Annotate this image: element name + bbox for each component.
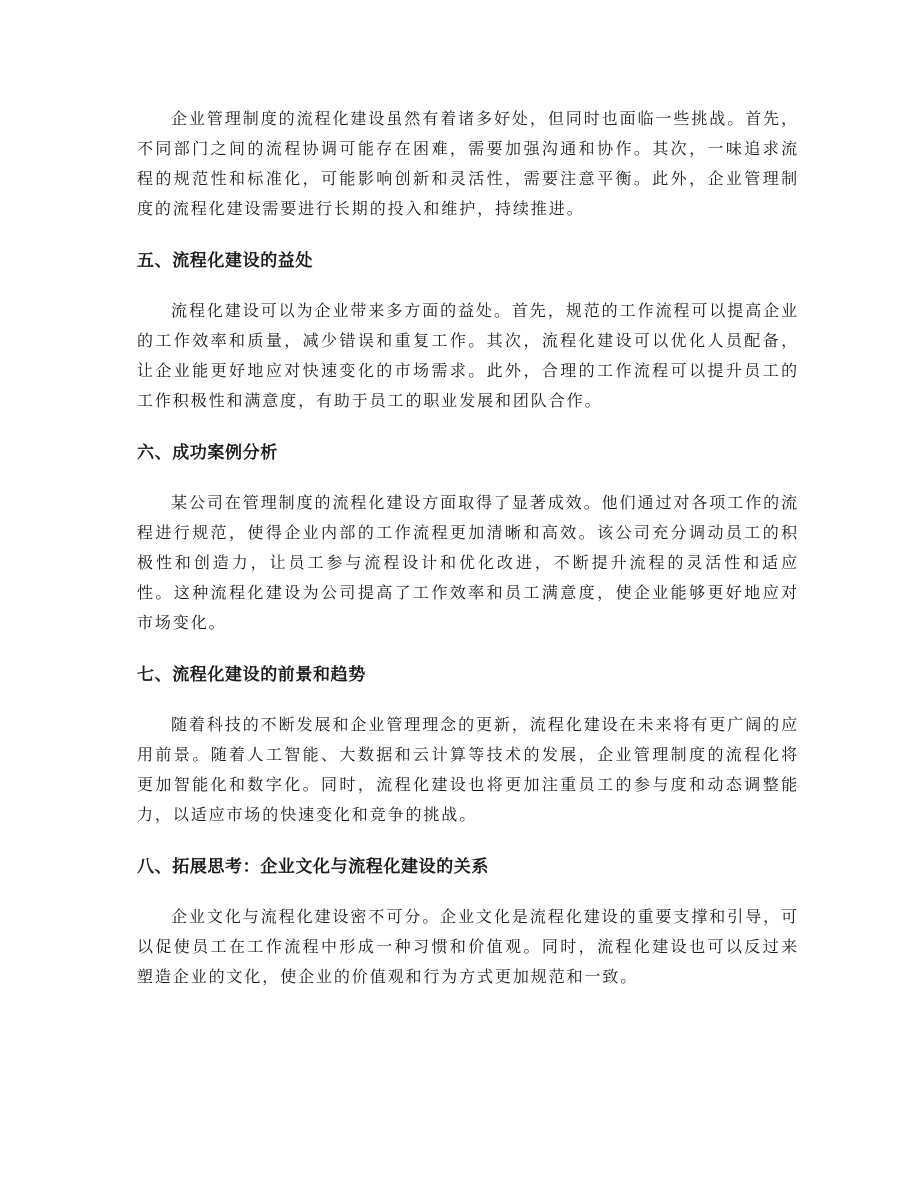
document-body — [137, 104, 799, 992]
heading-section-6: 六、成功案例分析 — [137, 443, 278, 463]
heading-section-7: 七、流程化建设的前景和趋势 — [137, 665, 366, 685]
paragraph-challenges: 企业管理制度的流程化建设虽然有着诸多好处，但同时也面临一些挑战。首先，不同部门之间的流程协调可能存在困难，需要加强沟通和协作。其次，一味追求流程的规范性和标准化，可能影响创新和灵活性，需要注意平衡。此外，企业管理制度的流程化建设需要进行长期的投入和维护，持续推进。 — [137, 109, 799, 218]
paragraph-benefits: 流程化建设可以为企业带来多方面的益处。首先，规范的工作流程可以提高企业的工作效率和质量，减少错误和重复工作。其次，流程化建设可以优化人员配备，让企业能更好地应对快速变化的市场需求。此外，合理的工作流程可以提升员工的工作积极性和满意度，有助于员工的职业发展和团队合作。 — [137, 301, 799, 410]
spacer — [137, 468, 799, 488]
paragraph-case-study: 某公司在管理制度的流程化建设方面取得了显著成效。他们通过对各项工作的流程进行规范，使得企业内部的工作流程更加清晰和高效。该公司充分调动员工的积极性和创造力，让员工参与流程设计和优化改进，不断提升流程的灵活性和适应性。这种流程化建设为公司提高了工作效率和员工满意度，使企业能够更好地应对市场变化。 — [137, 493, 799, 632]
paragraph-prospects: 随着科技的不断发展和企业管理理念的更新，流程化建设在未来将有更广阔的应用前景。随着人工智能、大数据和云计算等技术的发展，企业管理制度的流程化将更加智能化和数字化。同时，流程化建设也将更加注重员工的参与度和动态调整能力，以适应市场的快速变化和竞争的挑战。 — [137, 715, 799, 824]
paragraph-culture: 企业文化与流程化建设密不可分。企业文化是流程化建设的重要支撑和引导，可以促使员工在工作流程中形成一种习惯和价值观。同时，流程化建设也可以反过来塑造企业的文化，使企业的价值观和行为方式更加规范和一致。 — [137, 907, 799, 986]
heading-section-5: 五、流程化建设的益处 — [137, 251, 313, 271]
spacer — [137, 830, 799, 852]
spacer — [137, 638, 799, 660]
spacer — [137, 276, 799, 296]
spacer — [137, 416, 799, 438]
spacer — [137, 690, 799, 710]
spacer — [137, 224, 799, 246]
heading-section-8: 八、拓展思考：企业文化与流程化建设的关系 — [137, 857, 489, 877]
spacer — [137, 882, 799, 902]
